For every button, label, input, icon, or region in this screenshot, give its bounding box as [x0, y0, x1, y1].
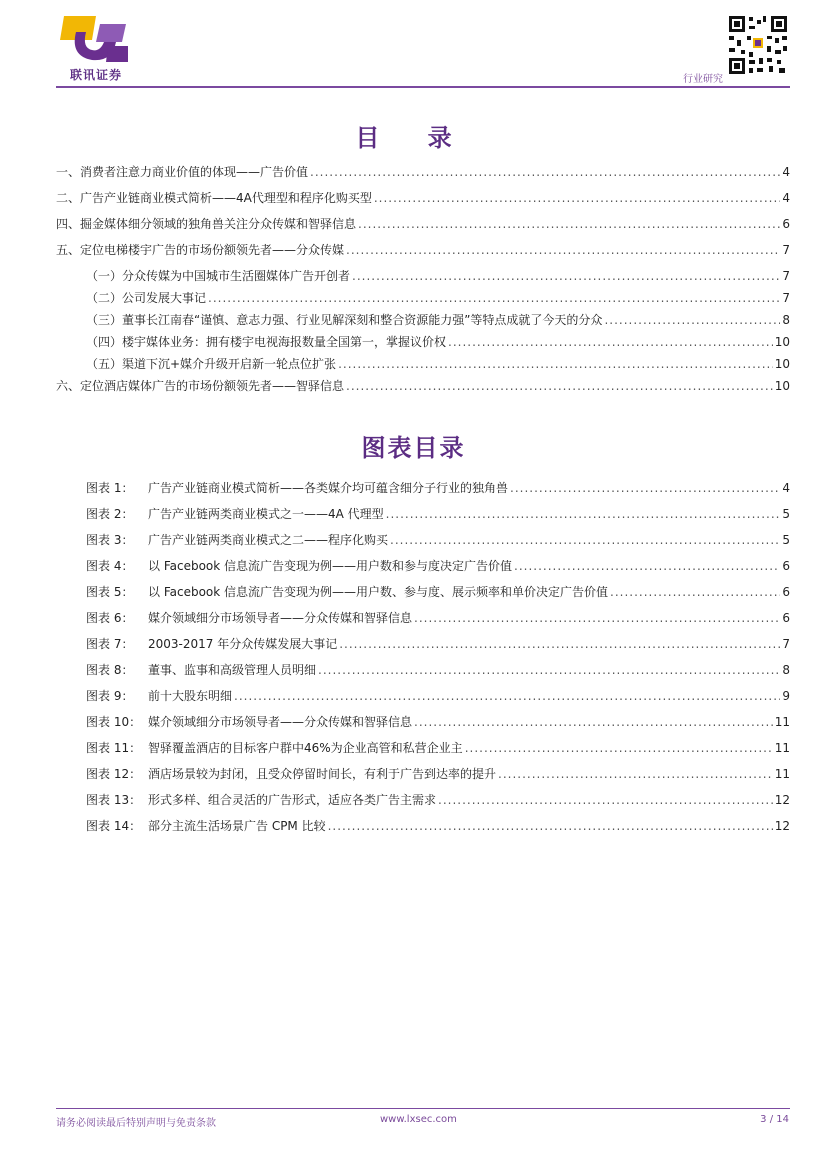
figure-caption: 形式多样、组合灵活的广告形式，适应各类广告主需求 — [148, 793, 437, 807]
figure-page: 5 — [782, 533, 790, 547]
figure-caption: 媒介领域细分市场领导者——分众传媒和智驿信息 — [148, 611, 413, 625]
figure-page: 12 — [774, 819, 790, 833]
figure-number: 图表 12： — [86, 767, 142, 781]
footer-website-link[interactable]: www.lxsec.com — [380, 1114, 457, 1125]
toc-entry-label: 四、掘金媒体细分领域的独角兽关注分众传媒和智驿信息 — [56, 217, 357, 231]
leader-dots — [234, 689, 780, 703]
figure-number: 图表 2： — [86, 507, 134, 521]
toc-subentry[interactable] — [86, 311, 790, 328]
leader-dots — [374, 191, 781, 205]
toc-subentry[interactable] — [86, 267, 790, 284]
leader-dots — [390, 533, 780, 547]
figure-entry[interactable] — [86, 479, 790, 496]
figure-page: 9 — [782, 689, 790, 703]
figure-entry[interactable] — [86, 817, 790, 834]
toc-entry-label: 六、定位酒店媒体广告的市场份额领先者——智驿信息 — [56, 379, 345, 393]
figure-page: 7 — [782, 637, 790, 651]
toc-entry[interactable] — [56, 163, 790, 180]
page-header — [0, 0, 827, 90]
figure-caption: 前十大股东明细 — [148, 689, 233, 703]
leader-dots — [338, 357, 773, 371]
figure-page: 5 — [782, 507, 790, 521]
figure-entry[interactable] — [86, 661, 790, 678]
leader-dots — [438, 793, 773, 807]
toc-entry[interactable] — [56, 215, 790, 232]
toc-entry-page: 6 — [782, 217, 790, 231]
leader-dots — [610, 585, 780, 599]
leader-dots — [386, 507, 781, 521]
toc-entry-label: 一、消费者注意力商业价值的体现——广告价值 — [56, 165, 309, 179]
toc-entry-label: （三）董事长江南春“谨慎、意志力强、行业见解深刻和整合资源能力强”等特点成就了今天的分众 — [86, 313, 603, 327]
figure-caption: 以 Facebook 信息流广告变现为例——用户数和参与度决定广告价值 — [148, 559, 513, 573]
toc-entry-label: 二、广告产业链商业模式简析——4A代理型和程序化购买型 — [56, 191, 372, 205]
footer-disclaimer[interactable]: 请务必阅读最后特别声明与免责条款 — [56, 1118, 216, 1129]
figure-entry[interactable] — [86, 531, 790, 548]
leader-dots — [514, 559, 780, 573]
footer-page-number: 3 / 14 — [760, 1114, 789, 1125]
leader-dots — [310, 165, 780, 179]
figure-entry[interactable] — [86, 505, 790, 522]
leader-dots — [414, 611, 780, 625]
figure-number: 图表 1： — [86, 481, 134, 495]
footer-divider — [56, 1108, 790, 1109]
figure-entry[interactable] — [86, 791, 790, 808]
figure-number: 图表 8： — [86, 663, 134, 677]
figure-entry[interactable] — [86, 635, 790, 652]
toc-entry-label: （二）公司发展大事记 — [86, 291, 207, 305]
leader-dots — [465, 741, 773, 755]
figure-number: 图表 3： — [86, 533, 134, 547]
toc-entry-label: （四）楼宇媒体业务：拥有楼宇电视海报数量全国第一，掌握议价权 — [86, 335, 447, 349]
figure-entry[interactable] — [86, 609, 790, 626]
leader-dots — [604, 313, 780, 327]
toc-entry-page: 7 — [782, 269, 790, 283]
toc-entry-label: （一）分众传媒为中国城市生活圈媒体广告开创者 — [86, 269, 351, 283]
leader-dots — [346, 379, 773, 393]
figure-list-title: 图表目录 — [361, 434, 466, 462]
toc-entry-page: 4 — [782, 191, 790, 205]
figure-caption: 广告产业链两类商业模式之二——程序化购买 — [148, 533, 389, 547]
figure-page: 6 — [782, 559, 790, 573]
toc-entry-page: 8 — [782, 313, 790, 327]
figure-number: 图表 11： — [86, 741, 142, 755]
leader-dots — [510, 481, 780, 495]
figure-number: 图表 10： — [86, 715, 142, 729]
toc-title: 目 录 — [355, 124, 472, 152]
toc-entry[interactable] — [56, 241, 790, 258]
figure-page: 6 — [782, 585, 790, 599]
toc-entry-page: 10 — [774, 335, 790, 349]
figure-number: 图表 7： — [86, 637, 134, 651]
figure-number: 图表 9： — [86, 689, 134, 703]
figure-caption: 以 Facebook 信息流广告变现为例——用户数、参与度、展示频率和单价决定广告价值 — [148, 585, 609, 599]
toc-entry-page: 10 — [774, 379, 790, 393]
leader-dots — [414, 715, 773, 729]
leader-dots — [339, 637, 780, 651]
figure-page: 12 — [774, 793, 790, 807]
toc-entry-page: 4 — [782, 165, 790, 179]
leader-dots — [318, 663, 780, 677]
figure-number: 图表 14： — [86, 819, 142, 833]
toc-subentry[interactable] — [86, 355, 790, 372]
figure-page: 11 — [774, 715, 790, 729]
toc-entry-label: 五、定位电梯楼宇广告的市场份额领先者——分众传媒 — [56, 243, 345, 257]
leader-dots — [328, 819, 773, 833]
figure-entry[interactable] — [86, 713, 790, 730]
figure-caption: 广告产业链两类商业模式之一——4A 代理型 — [148, 507, 384, 521]
report-category: 行业研究 — [683, 74, 723, 85]
figure-page: 11 — [774, 767, 790, 781]
figure-caption: 广告产业链商业模式简析——各类媒介均可蕴含细分子行业的独角兽 — [148, 481, 509, 495]
toc-entry-label: （五）渠道下沉+媒介升级开启新一轮点位扩张 — [86, 357, 337, 371]
figure-entry[interactable] — [86, 557, 790, 574]
leader-dots — [498, 767, 773, 781]
company-name: 联讯证券 — [69, 68, 122, 82]
figure-caption: 董事、监事和高级管理人员明细 — [148, 663, 317, 677]
figure-number: 图表 4： — [86, 559, 134, 573]
figure-entry[interactable] — [86, 739, 790, 756]
figure-entry[interactable] — [86, 765, 790, 782]
figure-caption: 部分主流生活场景广告 CPM 比较 — [148, 819, 326, 833]
leader-dots — [346, 243, 780, 257]
toc-subentry[interactable] — [86, 333, 790, 350]
toc-entry[interactable] — [56, 189, 790, 206]
toc-entry[interactable] — [56, 377, 790, 394]
leader-dots — [208, 291, 780, 305]
figure-caption: 酒店场景较为封闭，且受众停留时间长，有利于广告到达率的提升 — [148, 767, 497, 781]
qr-code-icon — [727, 14, 789, 76]
figure-caption: 智驿覆盖酒店的目标客户群中46%为企业高管和私营企业主 — [148, 741, 463, 755]
figure-page: 11 — [774, 741, 790, 755]
figure-number: 图表 6： — [86, 611, 134, 625]
figure-entry[interactable] — [86, 687, 790, 704]
figure-page: 6 — [782, 611, 790, 625]
figure-caption: 媒介领域细分市场领导者——分众传媒和智驿信息 — [148, 715, 413, 729]
figure-caption: 2003-2017 年分众传媒发展大事记 — [148, 637, 338, 651]
header-divider — [56, 86, 790, 88]
figure-page: 4 — [782, 481, 790, 495]
toc-entry-page: 7 — [782, 243, 790, 257]
toc-subentry[interactable] — [86, 289, 790, 306]
figure-page: 8 — [782, 663, 790, 677]
toc-entry-page: 7 — [782, 291, 790, 305]
leader-dots — [358, 217, 780, 231]
leader-dots — [448, 335, 773, 349]
figure-number: 图表 5： — [86, 585, 134, 599]
figure-entry[interactable] — [86, 583, 790, 600]
leader-dots — [352, 269, 780, 283]
toc-entry-page: 10 — [774, 357, 790, 371]
figure-number: 图表 13： — [86, 793, 142, 807]
